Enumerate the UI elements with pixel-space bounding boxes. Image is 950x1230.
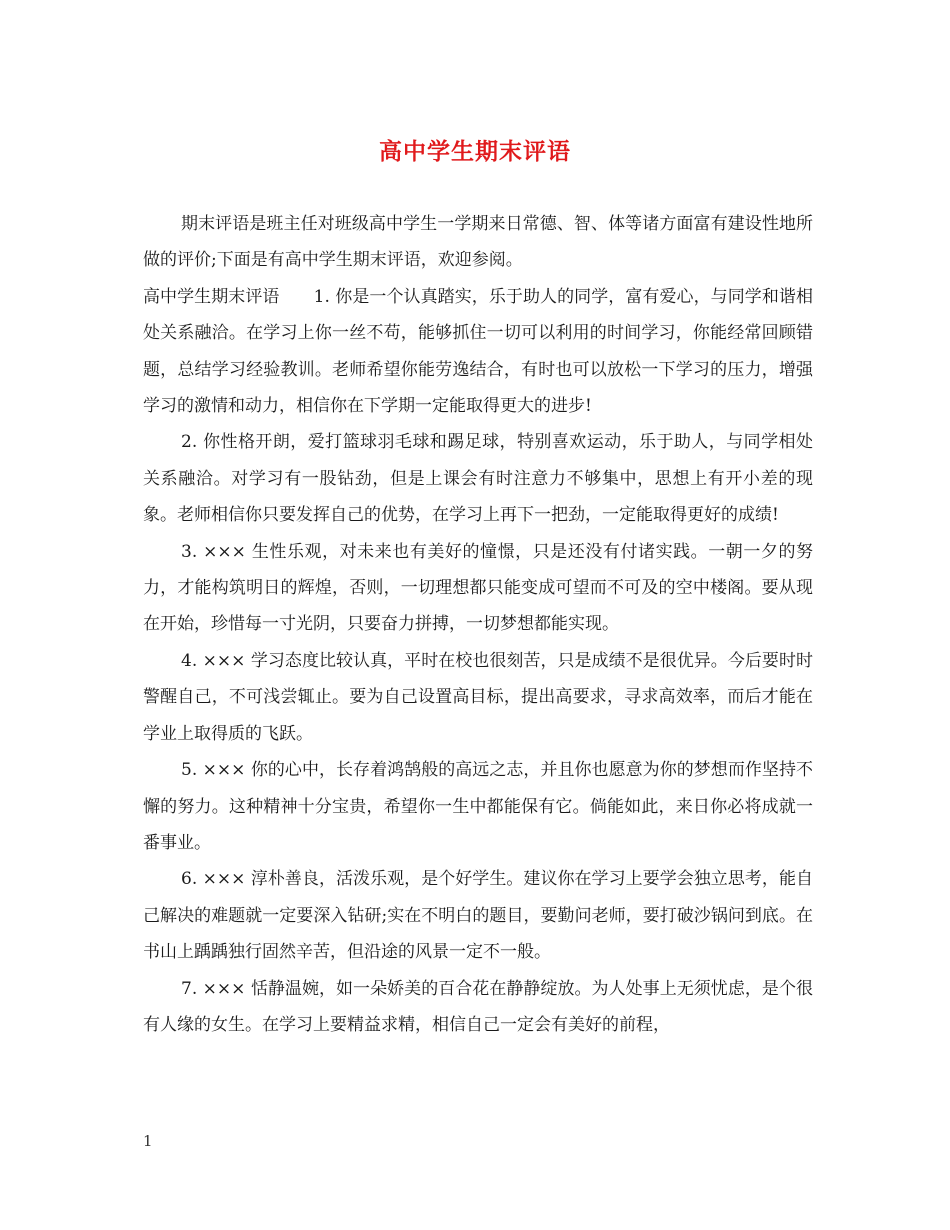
page-number: 1 bbox=[143, 1132, 153, 1150]
comment-paragraph: 5. ××× 你的心中，长存着鸿鹄般的高远之志，并且你也愿意为你的梦想而作坚持不懈的努力。这种精神十分宝贵，希望你一生中都能保有它。倘能如此，来日你必将成就一番事业。 bbox=[143, 760, 813, 853]
intro-paragraph: 期末评语是班主任对班级高中学生一学期来日常德、智、体等诸方面富有建设性地所做的评价;下面是有高中学生期末评语，欢迎参阅。 bbox=[143, 214, 813, 271]
comment-paragraph: 7. ××× 恬静温婉，如一朵娇美的百合花在静静绽放。为人处事上无须忧虑，是个很有人缘的女生。在学习上要精益求精，相信自己一定会有美好的前程， bbox=[143, 978, 813, 1035]
document-title: 高中学生期末评语 bbox=[379, 138, 571, 165]
comment-paragraph: 3. ××× 生性乐观，对未来也有美好的憧憬，只是还没有付诸实践。一朝一夕的努力，才能构筑明日的辉煌，否则，一切理想都只能变成可望而不可及的空中楼阁。要从现在开始，珍惜每一寸光阴，只要奋力拼搏，一切梦想都能实现。 bbox=[143, 541, 813, 635]
comment-paragraph: 4. ××× 学习态度比较认真，平时在校也很刻苦，只是成绩不是很优异。今后要时时警醒自己，不可浅尝辄止。要为自己设置高目标，提出高要求，寻求高效率，而后才能在学业上取得质的飞跃。 bbox=[143, 650, 813, 744]
comment-paragraph: 2. 你性格开朗，爱打篮球羽毛球和踢足球，特别喜欢运动，乐于助人，与同学相处关系融洽。对学习有一股钻劲，但是上课会有时注意力不够集中，思想上有开小差的现象。老师相信你只要发挥自己的优势，在学习上再下一把劲，一定能取得更好的成绩! bbox=[143, 432, 813, 526]
comment-paragraph: 6. ××× 淳朴善良，活泼乐观，是个好学生。建议你在学习上要学会独立思考，能自己解决的难题就一定要深入钻研;实在不明白的题目，要勤问老师，要打破沙锅问到底。在书山上踽踽独行固然辛苦，但沿途的风景一定不一般。 bbox=[143, 869, 813, 963]
document-body bbox=[143, 206, 813, 1043]
first-comment-paragraph: 高中学生期末评语 1. 你是一个认真踏实，乐于助人的同学，富有爱心，与同学和谐相处关系融洽。在学习上你一丝不苟，能够抓住一切可以利用的时间学习，你能经常回顾错题，总结学习经验教训。老师希望你能劳逸结合，有时也可以放松一下学习的压力，增强学习的激情和动力，相信你在下学期一定能取得更大的进步! bbox=[143, 286, 813, 417]
